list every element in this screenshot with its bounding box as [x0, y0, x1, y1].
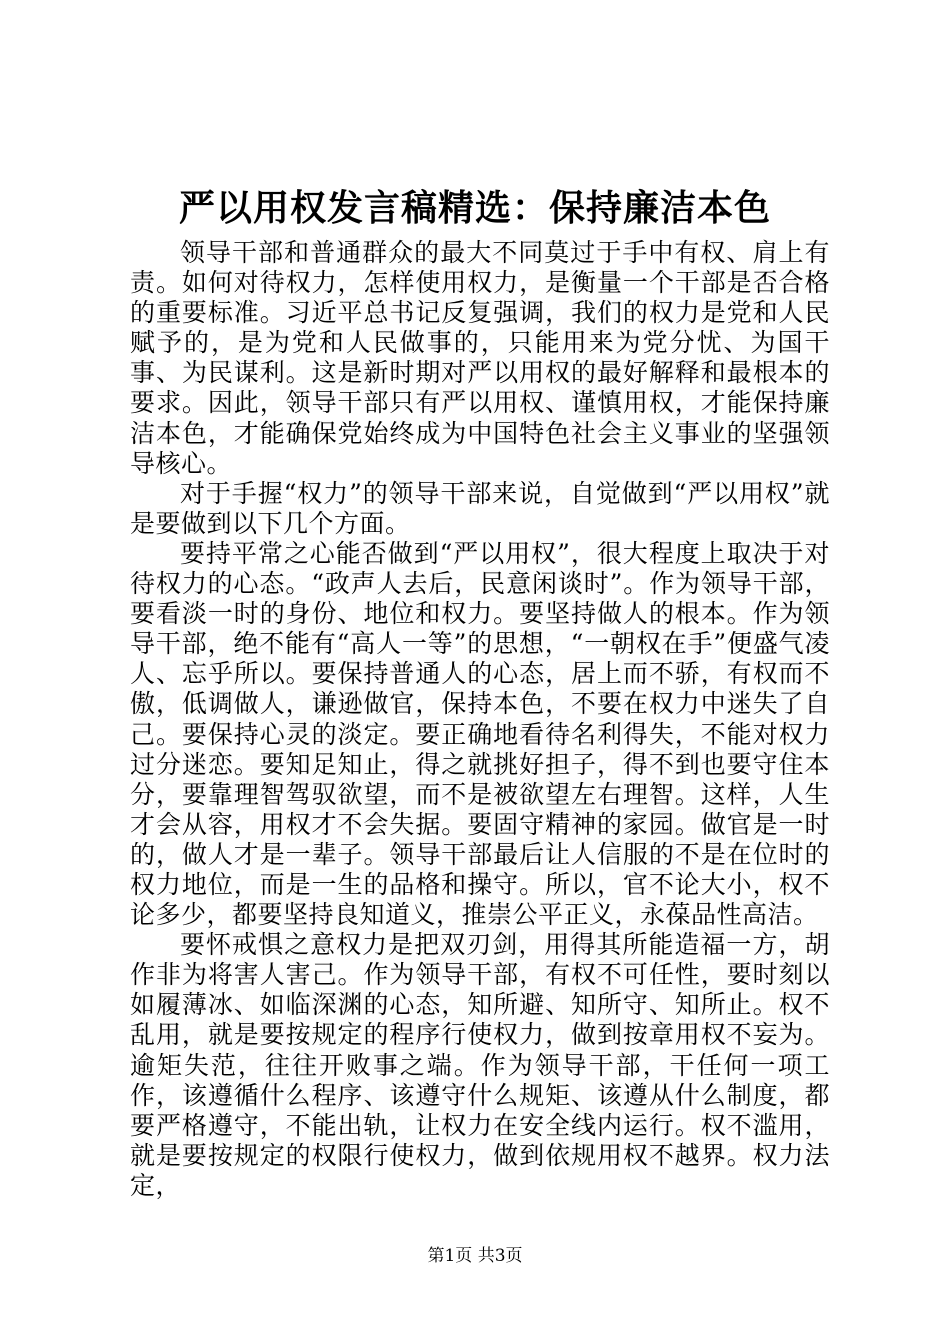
paragraph: 要怀戒惧之意权力是把双刃剑，用得其所能造福一方，胡作非为将害人害己。作为领导干部，有权不可任性，要时刻以如履薄冰、如临深渊的心态，知所避、知所守、知所止。权不乱用，就是要按规定的程序行使权力，做到按章用权不妄为。逾矩失范，往往开败事之端。作为领导干部，干任何一项工作，该遵循什么程序、该遵守什么规矩、该遵从什么制度，都要严格遵守，不能出轨，让权力在安全线内运行。权不滥用，就是要按规定的权限行使权力，做到依规用权不越界。权力法定， [130, 930, 830, 1200]
document-body [130, 238, 830, 1201]
paragraph: 对于手握“权力”的领导干部来说，自觉做到“严以用权”就是要做到以下几个方面。 [130, 478, 830, 538]
paragraph: 领导干部和普通群众的最大不同莫过于手中有权、肩上有责。如何对待权力，怎样使用权力，是衡量一个干部是否合格的重要标准。习近平总书记反复强调，我们的权力是党和人民赋予的，是为党和人民做事的，只能用来为党分忧、为国干事、为民谋利。这是新时期对严以用权的最好解释和最根本的要求。因此，领导干部只有严以用权、谨慎用权，才能保持廉洁本色，才能确保党始终成为中国特色社会主义事业的坚强领导核心。 [130, 238, 830, 478]
paragraph: 要持平常之心能否做到“严以用权”，很大程度上取决于对待权力的心态。“政声人去后，民意闲谈时”。作为领导干部，要看淡一时的身份、地位和权力。要坚持做人的根本。作为领导干部，绝不能有“高人一等”的思想，“一朝权在手”便盛气凌人、忘乎所以。要保持普通人的心态，居上而不骄，有权而不傲，低调做人，谦逊做官，保持本色，不要在权力中迷失了自己。要保持心灵的淡定。要正确地看待名利得失，不能对权力过分迷恋。要知足知止，得之就挑好担子，得不到也要守住本分，要靠理智驾驭欲望，而不是被欲望左右理智。这样，人生才会从容，用权才不会失据。要固守精神的家园。做官是一时的，做人才是一辈子。领导干部最后让人信服的不是在位时的权力地位，而是一生的品格和操守。所以，官不论大小，权不论多少，都要坚持良知道义，推崇公平正义，永葆品性高洁。 [130, 538, 830, 930]
document-title: 严以用权发言稿精选：保持廉洁本色 [178, 187, 771, 229]
page-number-footer: 第1页 共3页 [427, 1246, 523, 1266]
